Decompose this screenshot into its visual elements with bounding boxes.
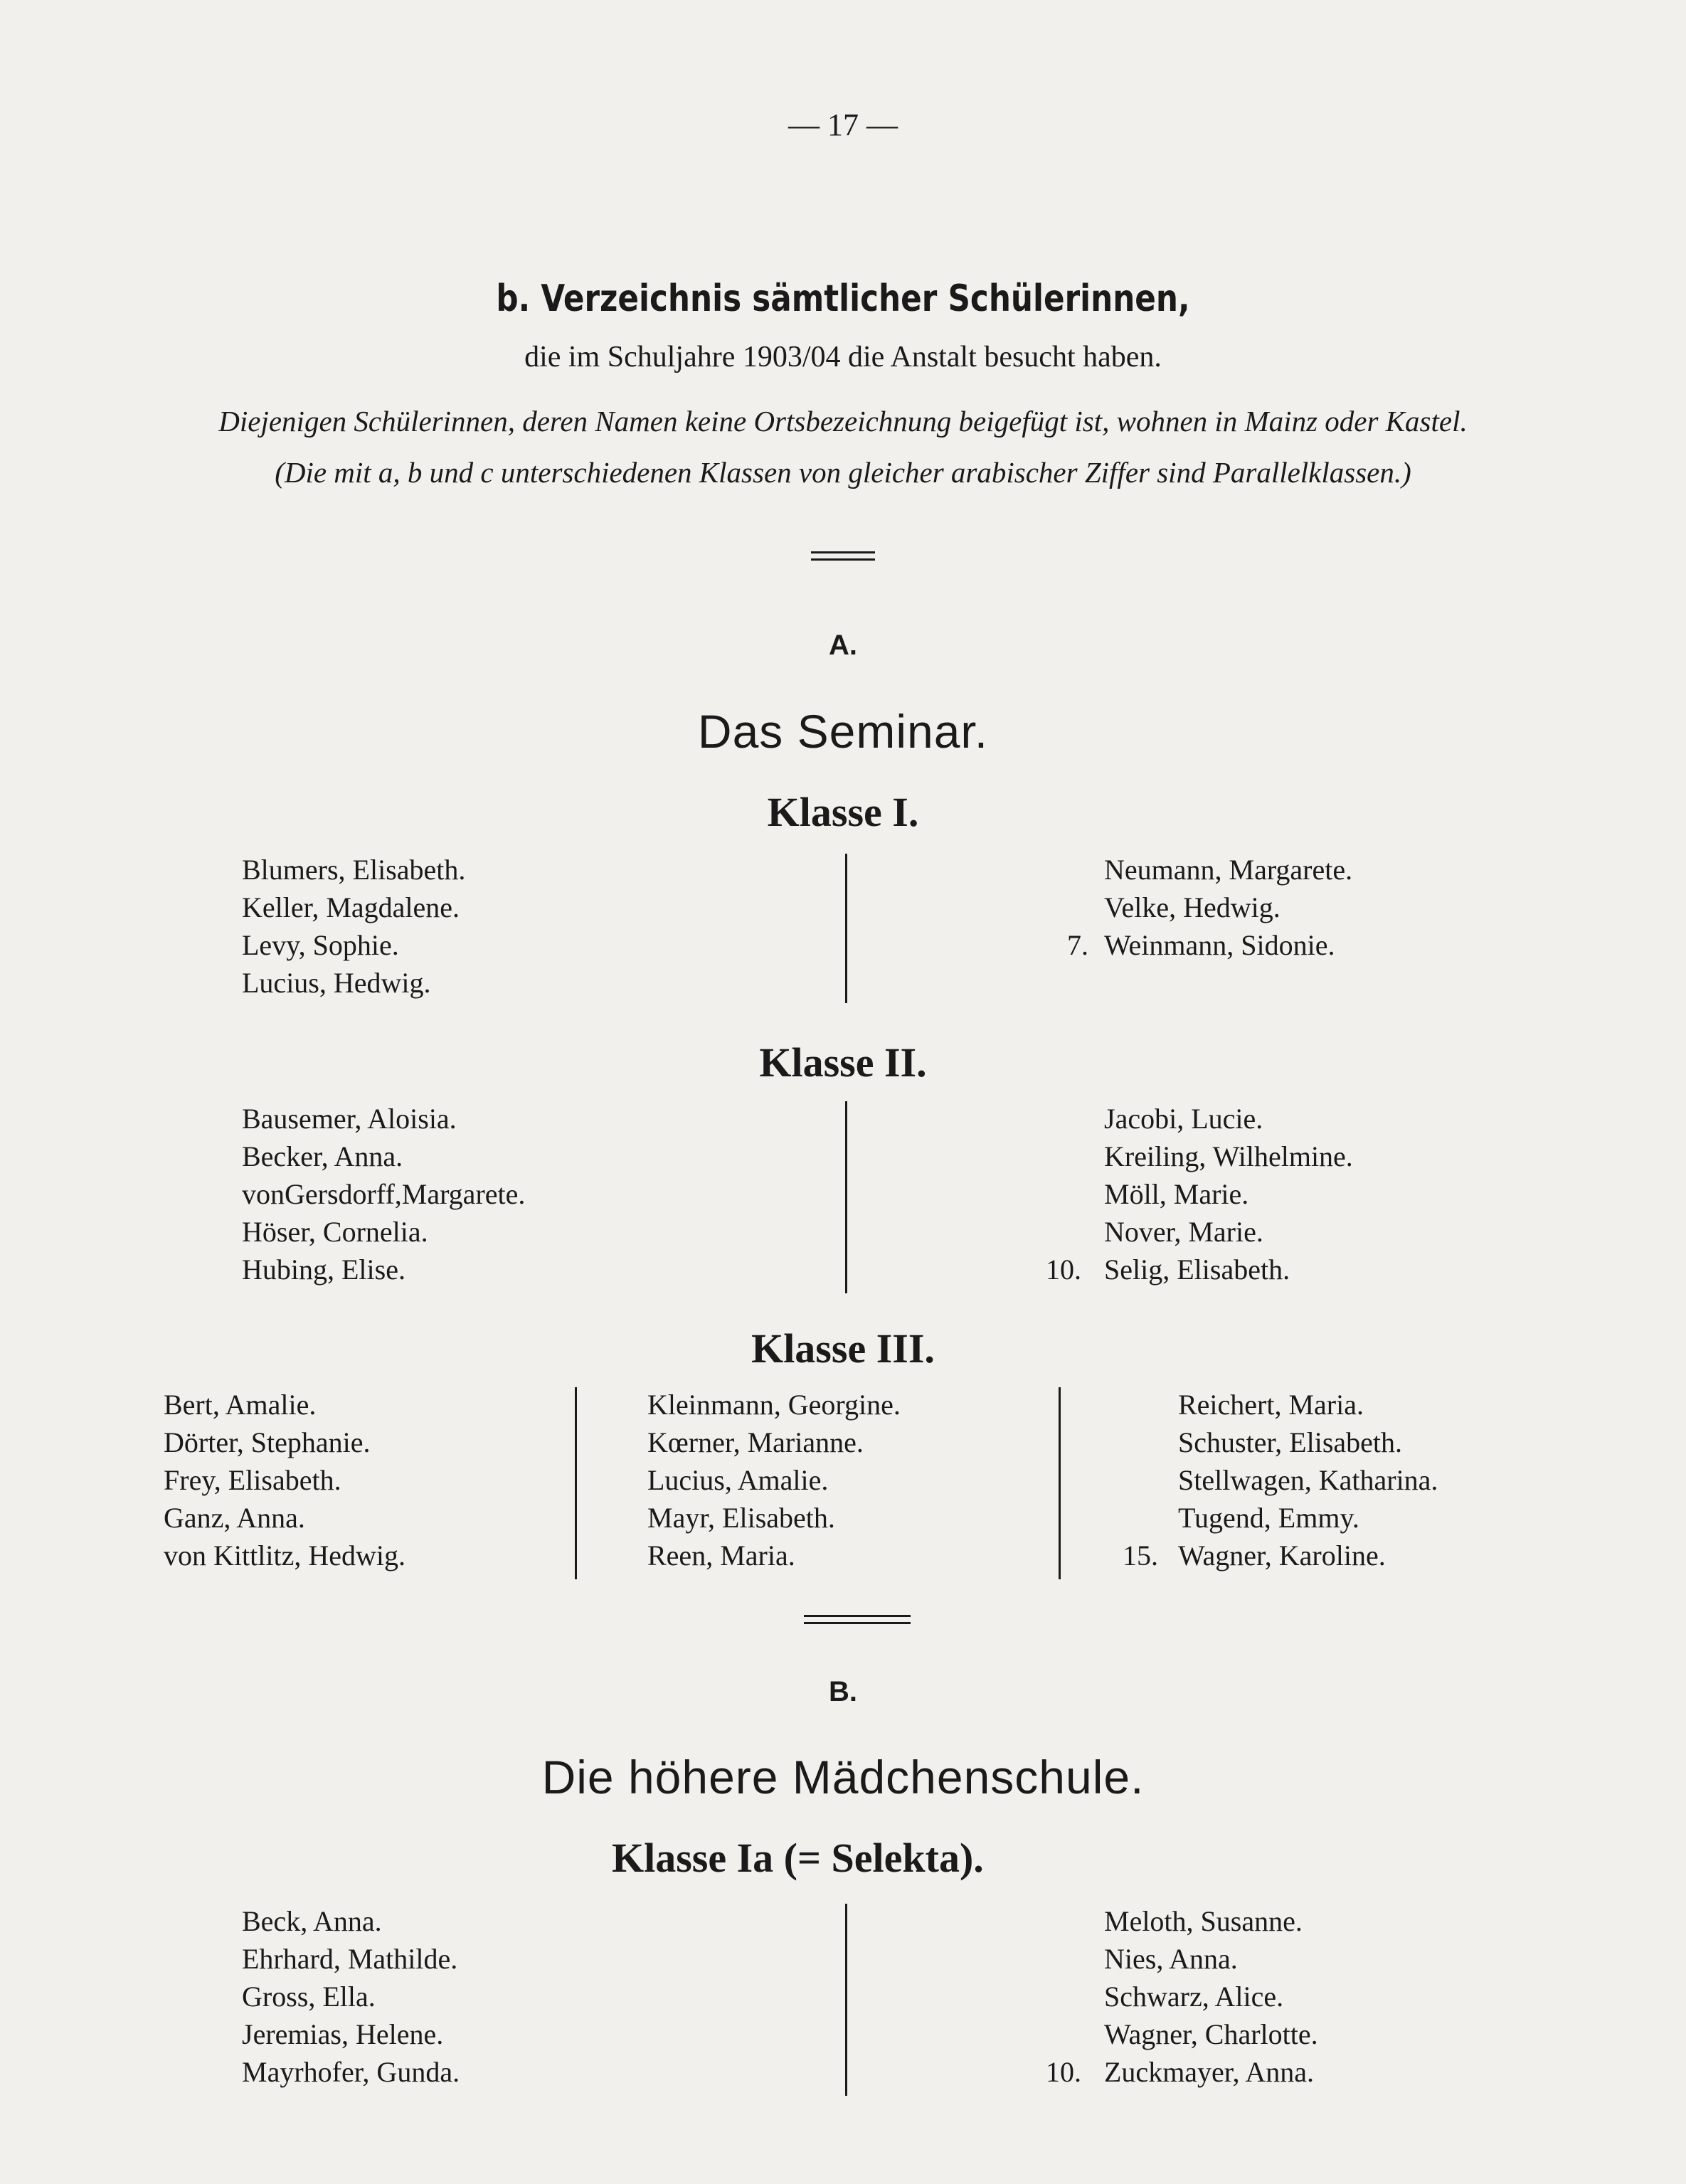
student-name: Meloth, Susanne. (1104, 1905, 1303, 1937)
student-name: Tugend, Emmy. (1178, 1502, 1359, 1534)
student-name: Reichert, Maria. (1178, 1389, 1364, 1421)
klasse-ia-left-column (242, 1902, 460, 2091)
student-name: Wagner, Charlotte. (1104, 2018, 1318, 2050)
klasse-iii-right-column (1178, 1386, 1438, 1574)
klasse-ii-count: 10. (1046, 1253, 1081, 1286)
divider-rule (804, 1622, 911, 1624)
klasse-iii-left-column (164, 1386, 405, 1574)
column-divider (1059, 1387, 1061, 1579)
residence-note: Diejenigen Schülerinnen, deren Namen keine Ortsbezeichnung beigefügt ist, wohnen in Mainz oder Kastel. (218, 405, 1468, 438)
student-name: Bert, Amalie. (164, 1389, 317, 1421)
section-b-letter: B. (829, 1676, 857, 1707)
student-name: Lucius, Hedwig. (242, 967, 431, 999)
klasse-i-title: Klasse I. (767, 789, 919, 835)
student-name: Becker, Anna. (242, 1140, 403, 1172)
klasse-i-left-column (242, 851, 465, 1002)
student-name: Zuckmayer, Anna. (1104, 2056, 1314, 2088)
klasse-ii-right-column (1104, 1100, 1353, 1288)
page-number: — 17 — (788, 107, 898, 142)
student-name: Gross, Ella. (242, 1981, 376, 2013)
student-name: von Kittlitz, Hedwig. (164, 1539, 405, 1571)
divider-rule (811, 558, 875, 561)
student-name: vonGersdorff,Margarete. (242, 1178, 526, 1210)
klasse-i-right-column (1104, 851, 1352, 964)
klasse-ii-title: Klasse II. (759, 1039, 927, 1086)
list-heading: b. Verzeichnis sämtlicher Schülerinnen, (496, 277, 1190, 320)
student-name: Hubing, Elise. (242, 1253, 405, 1286)
klasse-ia-title (612, 1834, 984, 1882)
column-divider (845, 854, 847, 1003)
klasse-ia-right-column (1104, 1902, 1318, 2091)
klasse-ia-count: 10. (1046, 2056, 1081, 2088)
student-name: Reen, Maria. (647, 1539, 795, 1571)
klasse-ii-left-column (242, 1100, 525, 1288)
student-name: Blumers, Elisabeth. (242, 854, 466, 886)
student-name: Jacobi, Lucie. (1104, 1103, 1263, 1135)
klasse-iii-middle-column (647, 1386, 901, 1574)
student-name: Schwarz, Alice. (1104, 1981, 1284, 2013)
student-name: Keller, Magdalene. (242, 891, 460, 923)
divider-rule (811, 551, 875, 553)
column-divider (845, 1101, 847, 1293)
student-name: Stellwagen, Katharina. (1178, 1464, 1438, 1496)
klasse-i-count: 7. (1067, 929, 1088, 961)
student-name: Schuster, Elisabeth. (1178, 1426, 1402, 1458)
section-a-letter: A. (829, 630, 857, 661)
klasse-ia-label: Klasse Ia (= Selekta). (612, 1835, 984, 1881)
column-divider (575, 1387, 577, 1579)
parallel-class-note: (Die mit a, b und c unterschiedenen Klassen von gleicher arabischer Ziffer sind Parallelklassen.) (275, 456, 1411, 489)
student-name: Nover, Marie. (1104, 1216, 1263, 1248)
student-name: Dörter, Stephanie. (164, 1426, 371, 1458)
student-name: Selig, Elisabeth. (1104, 1253, 1290, 1286)
student-name: Wagner, Karoline. (1178, 1539, 1386, 1571)
student-name: Levy, Sophie. (242, 929, 399, 961)
list-subheading: die im Schuljahre 1903/04 die Anstalt besucht haben. (524, 341, 1162, 373)
student-name: Jeremias, Helene. (242, 2018, 444, 2050)
column-divider (845, 1904, 847, 2096)
student-name: Möll, Marie. (1104, 1178, 1249, 1210)
student-name: Kœrner, Marianne. (647, 1426, 864, 1458)
student-name: Kreiling, Wilhelmine. (1104, 1140, 1353, 1172)
student-name: Frey, Elisabeth. (164, 1464, 341, 1496)
student-name: Nies, Anna. (1104, 1943, 1238, 1975)
student-name: Velke, Hedwig. (1104, 891, 1281, 923)
student-name: Lucius, Amalie. (647, 1464, 829, 1496)
klasse-iii-count: 15. (1123, 1539, 1158, 1571)
section-b-title: Die höhere Mädchenschule. (541, 1751, 1145, 1803)
student-name: Weinmann, Sidonie. (1104, 929, 1335, 961)
section-a-title: Das Seminar. (697, 705, 989, 758)
student-name: Ehrhard, Mathilde. (242, 1943, 458, 1975)
student-name: Kleinmann, Georgine. (647, 1389, 901, 1421)
klasse-iii-title: Klasse III. (751, 1325, 935, 1372)
student-name: Höser, Cornelia. (242, 1216, 428, 1248)
student-name: Beck, Anna. (242, 1905, 382, 1937)
student-name: Ganz, Anna. (164, 1502, 305, 1534)
student-name: Bausemer, Aloisia. (242, 1103, 457, 1135)
student-name: Mayr, Elisabeth. (647, 1502, 835, 1534)
student-name: Neumann, Margarete. (1104, 854, 1353, 886)
student-name: Mayrhofer, Gunda. (242, 2056, 460, 2088)
divider-rule (804, 1615, 911, 1617)
